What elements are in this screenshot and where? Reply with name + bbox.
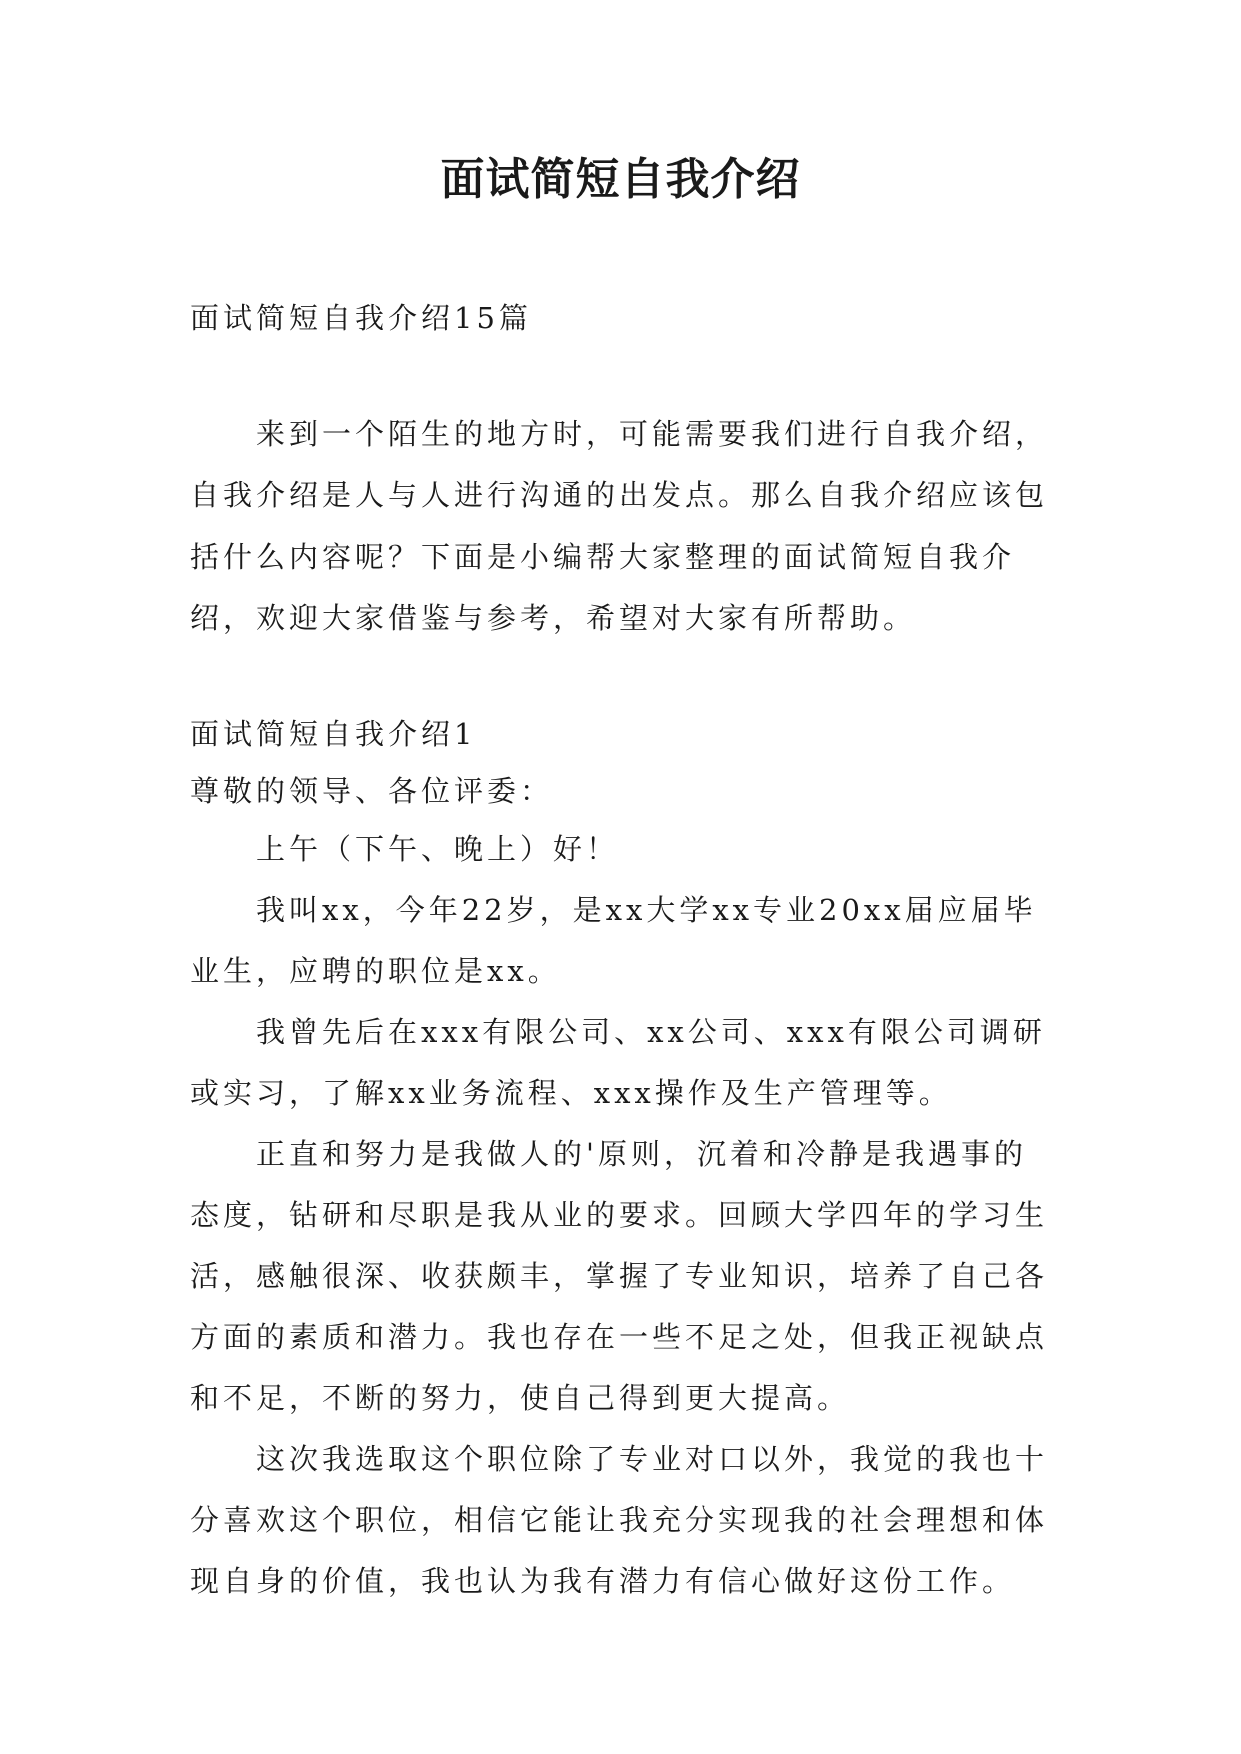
paragraph-line: 我曾先后在xxx有限公司、xx公司、xxx有限公司调研 [256,1015,1046,1049]
paragraph-line: 这次我选取这个职位除了专业对口以外，我觉的我也十 [256,1442,1049,1476]
paragraph-line: 和不足，不断的努力，使自己得到更大提高。 [190,1381,851,1415]
greeting: 上午（下午、晚上）好！ [256,832,620,866]
document-subtitle: 面试简短自我介绍15篇 [190,301,532,335]
document-title: 面试简短自我介绍 [440,154,801,205]
paragraph-line: 分喜欢这个职位，相信它能让我充分实现我的社会理想和体 [190,1503,1049,1537]
section-heading: 面试简短自我介绍1 [190,717,477,751]
intro-line: 来到一个陌生的地方时，可能需要我们进行自我介绍， [256,417,1049,451]
intro-line: 自我介绍是人与人进行沟通的出发点。那么自我介绍应该包 [190,478,1049,512]
paragraph-line: 活，感触很深、收获颇丰，掌握了专业知识，培养了自己各 [190,1259,1049,1293]
intro-line: 括什么内容呢？下面是小编帮大家整理的面试简短自我介 [190,540,1016,574]
salutation: 尊敬的领导、各位评委： [190,774,554,808]
paragraph-line: 我叫xx，今年22岁，是xx大学xx专业20xx届应届毕 [256,893,1037,927]
paragraph-line: 方面的素质和潜力。我也存在一些不足之处，但我正视缺点 [190,1320,1049,1354]
paragraph-line: 现自身的价值，我也认为我有潜力有信心做好这份工作。 [190,1564,1016,1598]
paragraph-line: 业生，应聘的职位是xx。 [190,954,561,988]
paragraph-line: 或实习，了解xx业务流程、xxx操作及生产管理等。 [190,1076,952,1110]
paragraph-line: 态度，钻研和尽职是我从业的要求。回顾大学四年的学习生 [190,1198,1049,1232]
paragraph-line: 正直和努力是我做人的'原则，沉着和冷静是我遇事的 [256,1137,1027,1171]
intro-line: 绍，欢迎大家借鉴与参考，希望对大家有所帮助。 [190,601,917,635]
